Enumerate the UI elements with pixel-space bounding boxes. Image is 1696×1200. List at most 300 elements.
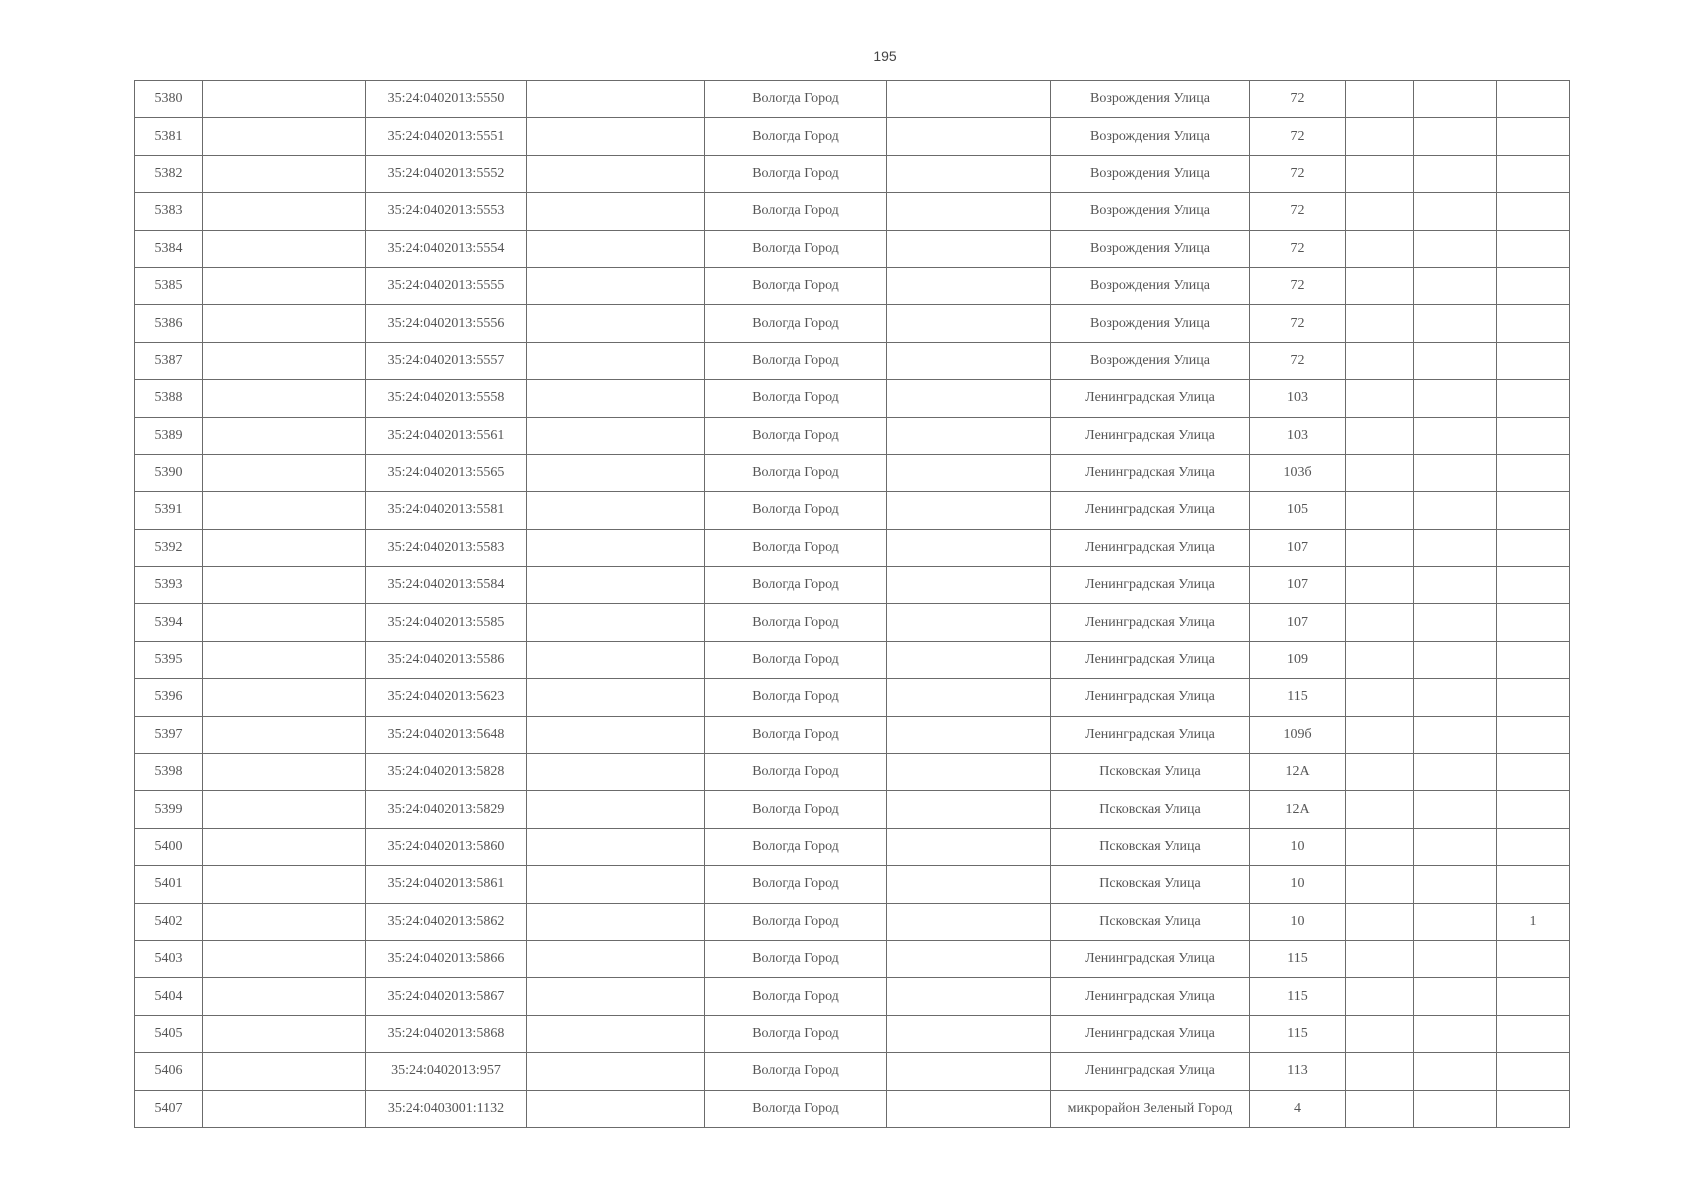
empty-cell <box>203 1015 366 1052</box>
empty-cell <box>203 380 366 417</box>
extra-value-cell <box>1497 230 1570 267</box>
empty-cell <box>1414 716 1497 753</box>
row-number-cell: 5381 <box>135 118 203 155</box>
table-row <box>135 1053 1570 1090</box>
empty-cell <box>887 492 1051 529</box>
cadastral-number-cell: 35:24:0403001:1132 <box>366 1090 527 1127</box>
city-cell: Вологда Город <box>705 567 887 604</box>
street-cell: Ленинградская Улица <box>1051 641 1250 678</box>
empty-cell <box>887 230 1051 267</box>
table-row <box>135 230 1570 267</box>
extra-value-cell <box>1497 1090 1570 1127</box>
street-cell: Ленинградская Улица <box>1051 529 1250 566</box>
empty-cell <box>1414 118 1497 155</box>
extra-value-cell <box>1497 754 1570 791</box>
street-cell: Возрождения Улица <box>1051 305 1250 342</box>
empty-cell <box>527 716 705 753</box>
empty-cell <box>1346 155 1414 192</box>
extra-value-cell <box>1497 1015 1570 1052</box>
cadastral-number-cell: 35:24:0402013:5561 <box>366 417 527 454</box>
empty-cell <box>1346 866 1414 903</box>
empty-cell <box>203 567 366 604</box>
table-row <box>135 604 1570 641</box>
empty-cell <box>887 1053 1051 1090</box>
extra-value-cell <box>1497 679 1570 716</box>
empty-cell <box>887 567 1051 604</box>
cadastral-number-cell: 35:24:0402013:5552 <box>366 155 527 192</box>
street-cell: Ленинградская Улица <box>1051 1053 1250 1090</box>
row-number-cell: 5383 <box>135 193 203 230</box>
house-number-cell: 103 <box>1250 380 1346 417</box>
empty-cell <box>1414 1090 1497 1127</box>
empty-cell <box>203 978 366 1015</box>
extra-value-cell <box>1497 118 1570 155</box>
empty-cell <box>203 267 366 304</box>
house-number-cell: 10 <box>1250 903 1346 940</box>
empty-cell <box>203 754 366 791</box>
city-cell: Вологда Город <box>705 492 887 529</box>
cadastral-number-cell: 35:24:0402013:5565 <box>366 454 527 491</box>
cadastral-number-cell: 35:24:0402013:5550 <box>366 81 527 118</box>
extra-value-cell <box>1497 81 1570 118</box>
empty-cell <box>1346 679 1414 716</box>
empty-cell <box>1346 1090 1414 1127</box>
city-cell: Вологда Город <box>705 230 887 267</box>
cadastral-number-cell: 35:24:0402013:5585 <box>366 604 527 641</box>
cadastral-number-cell: 35:24:0402013:5623 <box>366 679 527 716</box>
registry-body <box>135 81 1570 1128</box>
empty-cell <box>887 940 1051 977</box>
city-cell: Вологда Город <box>705 978 887 1015</box>
cadastral-number-cell: 35:24:0402013:5584 <box>366 567 527 604</box>
empty-cell <box>203 81 366 118</box>
city-cell: Вологда Город <box>705 305 887 342</box>
house-number-cell: 12А <box>1250 754 1346 791</box>
empty-cell <box>1346 267 1414 304</box>
row-number-cell: 5395 <box>135 641 203 678</box>
street-cell: Псковская Улица <box>1051 828 1250 865</box>
empty-cell <box>527 342 705 379</box>
empty-cell <box>1346 1053 1414 1090</box>
row-number-cell: 5388 <box>135 380 203 417</box>
row-number-cell: 5384 <box>135 230 203 267</box>
table-row <box>135 754 1570 791</box>
empty-cell <box>203 230 366 267</box>
page-number: 195 <box>873 48 897 64</box>
empty-cell <box>887 305 1051 342</box>
row-number-cell: 5397 <box>135 716 203 753</box>
empty-cell <box>203 342 366 379</box>
empty-cell <box>1414 866 1497 903</box>
cadastral-number-cell: 35:24:0402013:5861 <box>366 866 527 903</box>
table-row <box>135 118 1570 155</box>
empty-cell <box>887 454 1051 491</box>
empty-cell <box>527 230 705 267</box>
empty-cell <box>887 417 1051 454</box>
street-cell: Возрождения Улица <box>1051 118 1250 155</box>
street-cell: Ленинградская Улица <box>1051 716 1250 753</box>
city-cell: Вологда Город <box>705 380 887 417</box>
street-cell: Ленинградская Улица <box>1051 492 1250 529</box>
empty-cell <box>1414 417 1497 454</box>
cadastral-number-cell: 35:24:0402013:5867 <box>366 978 527 1015</box>
cadastral-number-cell: 35:24:0402013:5866 <box>366 940 527 977</box>
street-cell: Ленинградская Улица <box>1051 679 1250 716</box>
empty-cell <box>203 1053 366 1090</box>
empty-cell <box>203 454 366 491</box>
empty-cell <box>887 716 1051 753</box>
extra-value-cell <box>1497 940 1570 977</box>
cadastral-number-cell: 35:24:0402013:5553 <box>366 193 527 230</box>
row-number-cell: 5400 <box>135 828 203 865</box>
city-cell: Вологда Город <box>705 604 887 641</box>
row-number-cell: 5380 <box>135 81 203 118</box>
street-cell: Ленинградская Улица <box>1051 940 1250 977</box>
table-row <box>135 716 1570 753</box>
empty-cell <box>1414 1015 1497 1052</box>
empty-cell <box>203 193 366 230</box>
empty-cell <box>1414 567 1497 604</box>
house-number-cell: 103б <box>1250 454 1346 491</box>
row-number-cell: 5405 <box>135 1015 203 1052</box>
extra-value-cell <box>1497 1053 1570 1090</box>
empty-cell <box>1414 903 1497 940</box>
empty-cell <box>527 866 705 903</box>
extra-value-cell <box>1497 978 1570 1015</box>
city-cell: Вологда Город <box>705 342 887 379</box>
street-cell: Ленинградская Улица <box>1051 417 1250 454</box>
empty-cell <box>527 791 705 828</box>
cadastral-number-cell: 35:24:0402013:5648 <box>366 716 527 753</box>
street-cell: Возрождения Улица <box>1051 81 1250 118</box>
extra-value-cell <box>1497 155 1570 192</box>
row-number-cell: 5389 <box>135 417 203 454</box>
empty-cell <box>1414 380 1497 417</box>
street-cell: Ленинградская Улица <box>1051 1015 1250 1052</box>
empty-cell <box>1346 940 1414 977</box>
house-number-cell: 113 <box>1250 1053 1346 1090</box>
table-row <box>135 417 1570 454</box>
extra-value-cell <box>1497 567 1570 604</box>
extra-value-cell <box>1497 529 1570 566</box>
house-number-cell: 72 <box>1250 230 1346 267</box>
empty-cell <box>203 940 366 977</box>
extra-value-cell <box>1497 193 1570 230</box>
empty-cell <box>527 754 705 791</box>
empty-cell <box>1346 81 1414 118</box>
street-cell: микрорайон Зеленый Город <box>1051 1090 1250 1127</box>
city-cell: Вологда Город <box>705 267 887 304</box>
extra-value-cell <box>1497 604 1570 641</box>
table-row <box>135 641 1570 678</box>
row-number-cell: 5399 <box>135 791 203 828</box>
extra-value-cell <box>1497 716 1570 753</box>
house-number-cell: 72 <box>1250 267 1346 304</box>
empty-cell <box>1414 641 1497 678</box>
house-number-cell: 107 <box>1250 567 1346 604</box>
street-cell: Ленинградская Улица <box>1051 604 1250 641</box>
empty-cell <box>1414 492 1497 529</box>
empty-cell <box>887 791 1051 828</box>
empty-cell <box>527 1015 705 1052</box>
empty-cell <box>527 81 705 118</box>
cadastral-number-cell: 35:24:0402013:5828 <box>366 754 527 791</box>
empty-cell <box>1346 492 1414 529</box>
table-row <box>135 1090 1570 1127</box>
table-row <box>135 940 1570 977</box>
empty-cell <box>1346 754 1414 791</box>
empty-cell <box>527 193 705 230</box>
empty-cell <box>1414 342 1497 379</box>
table-row <box>135 454 1570 491</box>
empty-cell <box>1414 978 1497 1015</box>
empty-cell <box>1414 1053 1497 1090</box>
empty-cell <box>1346 791 1414 828</box>
city-cell: Вологда Город <box>705 866 887 903</box>
house-number-cell: 105 <box>1250 492 1346 529</box>
empty-cell <box>1346 380 1414 417</box>
empty-cell <box>887 679 1051 716</box>
empty-cell <box>527 679 705 716</box>
street-cell: Возрождения Улица <box>1051 267 1250 304</box>
cadastral-number-cell: 35:24:0402013:5556 <box>366 305 527 342</box>
table-row <box>135 567 1570 604</box>
empty-cell <box>527 267 705 304</box>
empty-cell <box>1414 604 1497 641</box>
empty-cell <box>1414 791 1497 828</box>
house-number-cell: 115 <box>1250 1015 1346 1052</box>
street-cell: Псковская Улица <box>1051 791 1250 828</box>
house-number-cell: 115 <box>1250 978 1346 1015</box>
empty-cell <box>1414 529 1497 566</box>
cadastral-number-cell: 35:24:0402013:5558 <box>366 380 527 417</box>
cadastral-number-cell: 35:24:0402013:5557 <box>366 342 527 379</box>
empty-cell <box>1346 529 1414 566</box>
city-cell: Вологда Город <box>705 81 887 118</box>
empty-cell <box>1414 81 1497 118</box>
city-cell: Вологда Город <box>705 903 887 940</box>
empty-cell <box>1346 454 1414 491</box>
empty-cell <box>527 903 705 940</box>
empty-cell <box>887 641 1051 678</box>
house-number-cell: 12А <box>1250 791 1346 828</box>
table-row <box>135 267 1570 304</box>
city-cell: Вологда Город <box>705 529 887 566</box>
empty-cell <box>887 529 1051 566</box>
house-number-cell: 72 <box>1250 155 1346 192</box>
row-number-cell: 5403 <box>135 940 203 977</box>
street-cell: Возрождения Улица <box>1051 155 1250 192</box>
house-number-cell: 72 <box>1250 193 1346 230</box>
empty-cell <box>527 1090 705 1127</box>
empty-cell <box>1346 305 1414 342</box>
empty-cell <box>203 791 366 828</box>
city-cell: Вологда Город <box>705 1053 887 1090</box>
table-row <box>135 529 1570 566</box>
extra-value-cell: 1 <box>1497 903 1570 940</box>
city-cell: Вологда Город <box>705 716 887 753</box>
empty-cell <box>887 828 1051 865</box>
table-row <box>135 492 1570 529</box>
empty-cell <box>887 81 1051 118</box>
cadastral-number-cell: 35:24:0402013:5860 <box>366 828 527 865</box>
empty-cell <box>1346 193 1414 230</box>
empty-cell <box>1346 1015 1414 1052</box>
row-number-cell: 5391 <box>135 492 203 529</box>
empty-cell <box>1414 828 1497 865</box>
city-cell: Вологда Город <box>705 193 887 230</box>
empty-cell <box>1346 828 1414 865</box>
row-number-cell: 5396 <box>135 679 203 716</box>
empty-cell <box>1414 193 1497 230</box>
empty-cell <box>203 417 366 454</box>
house-number-cell: 109б <box>1250 716 1346 753</box>
row-number-cell: 5398 <box>135 754 203 791</box>
empty-cell <box>527 1053 705 1090</box>
empty-cell <box>887 754 1051 791</box>
empty-cell <box>1414 267 1497 304</box>
cadastral-number-cell: 35:24:0402013:957 <box>366 1053 527 1090</box>
extra-value-cell <box>1497 305 1570 342</box>
city-cell: Вологда Город <box>705 828 887 865</box>
table-row <box>135 679 1570 716</box>
empty-cell <box>203 492 366 529</box>
row-number-cell: 5393 <box>135 567 203 604</box>
extra-value-cell <box>1497 342 1570 379</box>
house-number-cell: 4 <box>1250 1090 1346 1127</box>
table-row <box>135 380 1570 417</box>
row-number-cell: 5407 <box>135 1090 203 1127</box>
house-number-cell: 72 <box>1250 81 1346 118</box>
empty-cell <box>203 679 366 716</box>
row-number-cell: 5386 <box>135 305 203 342</box>
city-cell: Вологда Город <box>705 791 887 828</box>
empty-cell <box>887 267 1051 304</box>
street-cell: Псковская Улица <box>1051 903 1250 940</box>
table-row <box>135 903 1570 940</box>
street-cell: Возрождения Улица <box>1051 193 1250 230</box>
house-number-cell: 107 <box>1250 529 1346 566</box>
empty-cell <box>1414 679 1497 716</box>
row-number-cell: 5404 <box>135 978 203 1015</box>
city-cell: Вологда Город <box>705 155 887 192</box>
table-row <box>135 828 1570 865</box>
extra-value-cell <box>1497 828 1570 865</box>
empty-cell <box>887 118 1051 155</box>
cadastral-number-cell: 35:24:0402013:5868 <box>366 1015 527 1052</box>
empty-cell <box>1346 978 1414 1015</box>
house-number-cell: 10 <box>1250 828 1346 865</box>
house-number-cell: 72 <box>1250 342 1346 379</box>
extra-value-cell <box>1497 380 1570 417</box>
house-number-cell: 72 <box>1250 118 1346 155</box>
house-number-cell: 107 <box>1250 604 1346 641</box>
empty-cell <box>203 641 366 678</box>
table-row <box>135 193 1570 230</box>
row-number-cell: 5394 <box>135 604 203 641</box>
empty-cell <box>203 118 366 155</box>
empty-cell <box>203 155 366 192</box>
empty-cell <box>1346 903 1414 940</box>
empty-cell <box>1346 641 1414 678</box>
empty-cell <box>527 978 705 1015</box>
empty-cell <box>887 342 1051 379</box>
cadastral-number-cell: 35:24:0402013:5555 <box>366 267 527 304</box>
extra-value-cell <box>1497 492 1570 529</box>
empty-cell <box>203 604 366 641</box>
street-cell: Возрождения Улица <box>1051 230 1250 267</box>
extra-value-cell <box>1497 417 1570 454</box>
table-row <box>135 155 1570 192</box>
empty-cell <box>887 1090 1051 1127</box>
empty-cell <box>527 940 705 977</box>
empty-cell <box>887 604 1051 641</box>
street-cell: Ленинградская Улица <box>1051 567 1250 604</box>
house-number-cell: 72 <box>1250 305 1346 342</box>
empty-cell <box>527 454 705 491</box>
table-row <box>135 305 1570 342</box>
city-cell: Вологда Город <box>705 454 887 491</box>
street-cell: Псковская Улица <box>1051 754 1250 791</box>
row-number-cell: 5382 <box>135 155 203 192</box>
empty-cell <box>527 118 705 155</box>
empty-cell <box>203 828 366 865</box>
empty-cell <box>1414 454 1497 491</box>
city-cell: Вологда Город <box>705 754 887 791</box>
empty-cell <box>1346 230 1414 267</box>
city-cell: Вологда Город <box>705 118 887 155</box>
empty-cell <box>527 604 705 641</box>
empty-cell <box>203 529 366 566</box>
city-cell: Вологда Город <box>705 641 887 678</box>
extra-value-cell <box>1497 454 1570 491</box>
cadastral-number-cell: 35:24:0402013:5829 <box>366 791 527 828</box>
empty-cell <box>527 828 705 865</box>
cadastral-number-cell: 35:24:0402013:5554 <box>366 230 527 267</box>
empty-cell <box>1346 604 1414 641</box>
extra-value-cell <box>1497 791 1570 828</box>
extra-value-cell <box>1497 866 1570 903</box>
city-cell: Вологда Город <box>705 1090 887 1127</box>
row-number-cell: 5392 <box>135 529 203 566</box>
empty-cell <box>1346 716 1414 753</box>
empty-cell <box>203 866 366 903</box>
row-number-cell: 5406 <box>135 1053 203 1090</box>
empty-cell <box>203 716 366 753</box>
empty-cell <box>887 380 1051 417</box>
row-number-cell: 5390 <box>135 454 203 491</box>
table-row <box>135 866 1570 903</box>
street-cell: Возрождения Улица <box>1051 342 1250 379</box>
empty-cell <box>1346 567 1414 604</box>
house-number-cell: 103 <box>1250 417 1346 454</box>
cadastral-number-cell: 35:24:0402013:5586 <box>366 641 527 678</box>
house-number-cell: 115 <box>1250 940 1346 977</box>
empty-cell <box>1414 940 1497 977</box>
empty-cell <box>887 155 1051 192</box>
empty-cell <box>203 903 366 940</box>
house-number-cell: 115 <box>1250 679 1346 716</box>
cadastral-number-cell: 35:24:0402013:5583 <box>366 529 527 566</box>
empty-cell <box>203 1090 366 1127</box>
street-cell: Псковская Улица <box>1051 866 1250 903</box>
empty-cell <box>1414 754 1497 791</box>
empty-cell <box>203 305 366 342</box>
row-number-cell: 5401 <box>135 866 203 903</box>
empty-cell <box>527 641 705 678</box>
empty-cell <box>527 567 705 604</box>
row-number-cell: 5385 <box>135 267 203 304</box>
